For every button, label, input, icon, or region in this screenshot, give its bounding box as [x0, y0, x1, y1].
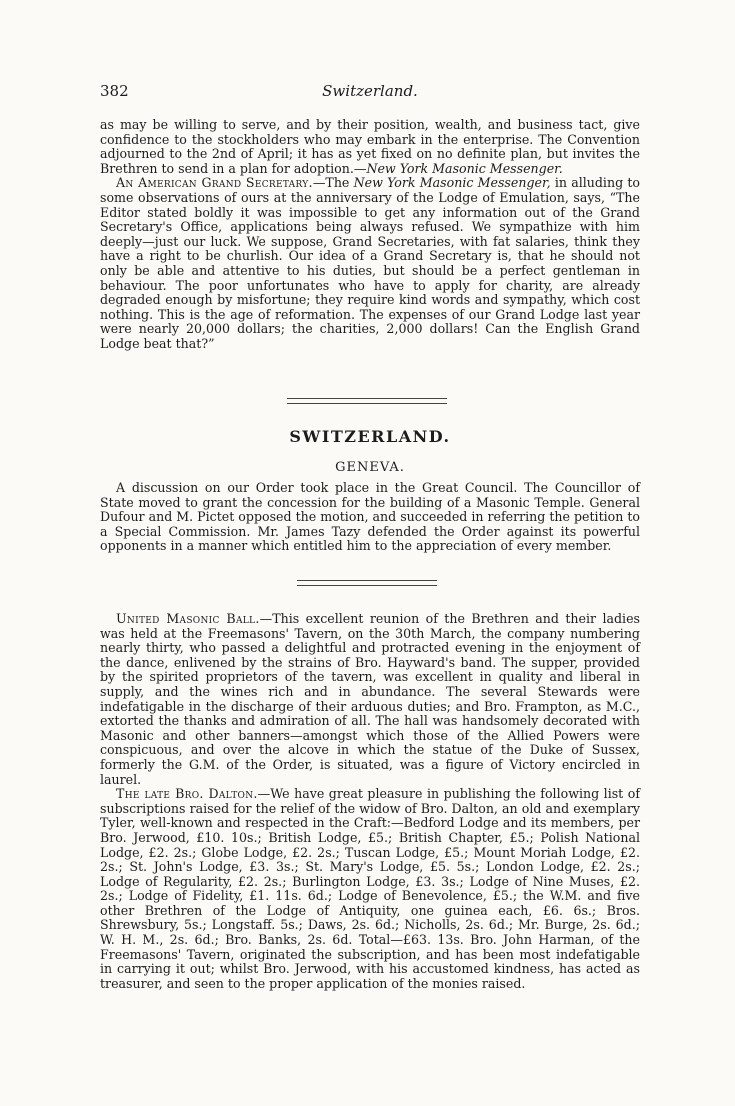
- ball-paragraph: [100, 612, 640, 787]
- bottom-article-block: [100, 612, 640, 991]
- continued-paragraph: [100, 118, 640, 176]
- running-head: [100, 82, 640, 102]
- dalton-heading: The late Bro. Dalton.: [116, 786, 258, 802]
- geneva-paragraph: A discussion on our Order took place in the Great Council. The Councillor of State moved to grant the concession for the building of a Masonic Temple. General Dufour and M. Pictet opposed the motion, and succeeded in referring the petition to a Special Commission. Mr. James Tazy defended the Order against its powerful opponents in a manner which entitled him to the appreciation of every member.: [100, 480, 640, 554]
- geneva-block: [100, 481, 640, 554]
- continued-text: as may be willing to serve, and by their position, wealth, and business tact, give confidence to the stockholders who may embark in the enterprise. The Convention adjourned to the 2nd of April; it has as yet fixed on no definite plan, but invites the Brethren to send in a plan for adoption.—: [100, 117, 640, 176]
- page-number: 382: [100, 82, 129, 100]
- section-divider-top: [287, 398, 447, 404]
- secretary-text: in alluding to some observations of ours at the anniversary of the Lodge of Emulation, says, “The Editor stated boldly it was impossible to get any information out of the Grand Secretary's Office, applications being always refused. We sympathize with him deeply—just our luck. We suppose, Grand Secretaries, with fat salaries, think they have a right to be churlish. Our idea of a Grand Secretary is, that he should not only be able and attentive to his duties, but should be a perfect gentleman in behaviour. The poor unfortunates who have to apply for charity, are already degraded enough by misfortune; they require kind words and sympathy, which cost nothing. This is the age of reformation. The expenses of our Grand Lodge last year were nearly 20,000 dollars; the charities, 2,000 dollars! Can the English Grand Lodge beat that?”: [100, 175, 640, 351]
- section-divider-bottom: [297, 580, 437, 586]
- secretary-source: New York Masonic Messenger,: [353, 175, 551, 191]
- section-title: SWITZERLAND.: [289, 427, 451, 446]
- dalton-text: —We have great pleasure in publishing the following list of subscriptions raised for the relief of the widow of Bro. Dalton, an old and exemplary Tyler, well-known and respected in the Craft:—Bedford Lodge and its members, per Bro. Jerwood, £10. 10s.; British Lodge, £5.; British Chapter, £5.; Polish National Lodge, £2. 2s.; Globe Lodge, £2. 2s.; Tuscan Lodge, £5.; Mount Moriah Lodge, £2. 2s.; St. John's Lodge, £3. 3s.; St. Mary's Lodge, £5. 5s.; London Lodge, £2. 2s.; Lodge of Regularity, £2. 2s.; Burlington Lodge, £3. 3s.; Lodge of Nine Muses, £2. 2s.; Lodge of Fidelity, £1. 11s. 6d.; Lodge of Benevolence, £5.; the W.M. and five other Brethren of the Lodge of Antiquity, one guinea each, £6. 6s.; Bros. Shrewsbury, 5s.; Longstaff. 5s.; Daws, 2s. 6d.; Nicholls, 2s. 6d.; Mr. Burge, 2s. 6d.; W. H. M., 2s. 6d.; Bro. Banks, 2s. 6d. Total—£63. 13s. Bro. John Harman, of the Freemasons' Tavern, originated the subscription, and has been most indefatigable in carrying it out; whilst Bro. Jerwood, with his accustomed kindness, has acted as treasurer, and seen to the proper application of the monies raised.: [100, 786, 640, 991]
- secretary-dash: —The: [312, 175, 354, 191]
- continued-source: New York Masonic Messenger.: [366, 160, 563, 176]
- secretary-paragraph: [100, 176, 640, 351]
- top-article-block: [100, 118, 640, 352]
- secretary-heading: An American Grand Secretary.: [116, 175, 313, 191]
- dalton-paragraph: [100, 787, 640, 991]
- ball-text: —This excellent reunion of the Brethren and their ladies was held at the Freemasons' Tavern, on the 30th March, the company numbering nearly thirty, who passed a delightful and protracted evening in the enjoyment of the dance, enlivened by the strains of Bro. Hayward's band. The supper, provided by the spirited proprietors of the tavern, was excellent in quality and liberal in supply, and the wines rich and in abundance. The several Stewards were indefatigable in the discharge of their arduous duties; and Bro. Frampton, as M.C., extorted the thanks and admiration of all. The hall was handsomely decorated with Masonic and other banners—amongst which those of the Allied Powers were conspicuous, and over the alcove in which the statue of the Duke of Sussex, formerly the G.M. of the Order, is situated, was a figure of Victory encircled in laurel.: [100, 611, 640, 787]
- running-title: Switzerland.: [322, 82, 418, 100]
- ball-heading: United Masonic Ball.: [116, 611, 260, 626]
- section-subtitle: GENEVA.: [335, 460, 405, 475]
